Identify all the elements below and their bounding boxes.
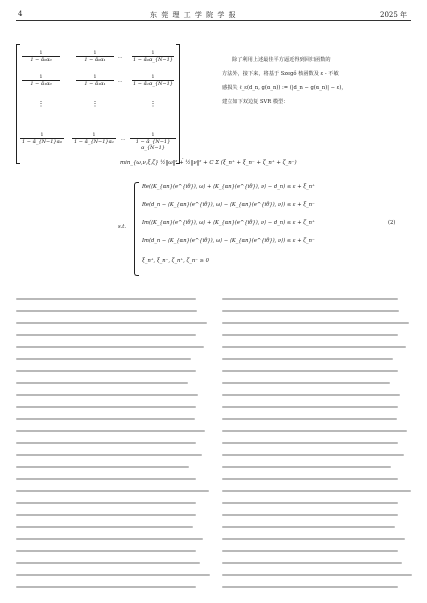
matrix-vdots: ⋮ [91,100,99,108]
matrix-cell: 1 1 − ᾱ₁α₁ [76,74,114,87]
text-line: 建立如下双边复 SVR 模型： [222,99,289,105]
text-line-placeholder [222,562,402,564]
text-line-placeholder [16,406,196,408]
matrix-cell: 1 1 − ᾱ_{N−1}α_{N−1} [130,132,176,151]
text-line-placeholder [16,334,196,336]
text-line-placeholder [222,310,399,312]
text-line-placeholder [16,442,196,444]
text-line-placeholder [222,430,407,432]
text-line-placeholder [16,514,196,516]
journal-year: 2025 年 [380,11,408,19]
text-line-placeholder [222,406,398,408]
text-line-placeholder [16,454,202,456]
journal-title: 东 莞 理 工 学 院 学 报 [150,11,237,19]
matrix-end-mark: . [182,155,184,161]
matrix-left-bracket [16,44,20,164]
text-line-placeholder [16,382,188,384]
text-line-placeholder [222,502,398,504]
matrix-cell: 1 1 − ᾱ₀α₁ [76,50,114,63]
text-line-placeholder [16,574,210,576]
text-line-placeholder [16,394,198,396]
model-objective: min_{ω,ν,ξ,ζ} ½‖ω‖² + ½‖ν‖² + C Σ (ξ_n⁺ + ξ_n⁻ + ζ_n⁺ + ζ_n⁻) [120,160,297,166]
model-constraint: Re(d_n − ⟨K_{αn}(e^{iθ}), ω⟩ − ⟨K_{αn}(e^{iθ}), ν⟩) ≤ ε + ξ_n⁻ [142,202,315,208]
model-constraint: Im(d_n − ⟨K_{αn}(e^{iθ}), ω⟩ − ⟨K_{αn}(e^{iθ}), ν⟩) ≤ ε + ζ_n⁻ [142,238,315,244]
matrix-cell: 1 1 − ᾱ₀α_{N−1} [133,50,173,63]
text-line-placeholder [16,466,189,468]
text-line-placeholder [222,334,398,336]
equation-label: (2) [388,220,396,226]
text-line-placeholder [16,490,209,492]
text-line-placeholder [16,550,196,552]
matrix-ellipsis: … [117,78,123,84]
text-line-placeholder [222,526,395,528]
text-line-placeholder [222,322,409,324]
text-line-placeholder [222,442,398,444]
matrix-cell: 1 1 − ᾱ_{N−1}α₀ [20,132,64,145]
text-line-placeholder [222,346,406,348]
text-line: 方法外，接下来，将基于 Szegő 核函数及 ε - 不敏 [222,71,339,77]
text-line-placeholder [16,502,196,504]
text-line: 除了利用上述最佳平方逼近得到回归函数的 [232,57,331,63]
model-constraint: ξ_n⁺, ξ_n⁻, ζ_n⁺, ζ_n⁻ ≥ 0 [142,258,209,264]
text-line-placeholder [16,430,205,432]
model-brace [134,182,139,276]
text-line-placeholder [16,310,197,312]
model-st: s.t. [118,224,127,230]
text-line-placeholder [16,346,204,348]
text-line-placeholder [16,562,200,564]
header-rule [16,20,411,21]
text-line-placeholder [222,538,405,540]
text-line: 感损失 ℓ_ε(d_n, g(α_n)) := (|d_n − g(α_n)| − ε)， [222,85,347,91]
text-line-placeholder [222,298,398,300]
model-constraint: Im(⟨K_{αn}(e^{iθ}), ω⟩ + ⟨K_{αn}(e^{iθ}), ν⟩ − d_n) ≤ ε + ζ_n⁺ [142,220,315,226]
matrix-cell: 1 1 − ᾱ_{N−1}α₁ [72,132,116,145]
matrix-ellipsis: … [120,136,126,142]
text-line-placeholder [16,418,195,420]
text-line-placeholder [16,538,203,540]
matrix-right-bracket [176,44,180,164]
page-number: 4 [18,10,23,18]
text-line-placeholder [16,358,191,360]
text-line-placeholder [222,478,398,480]
matrix-ellipsis: … [117,54,123,60]
text-line-placeholder [16,478,196,480]
text-line-placeholder [16,526,193,528]
matrix-cell: 1 1 − ᾱ₀α₀ [22,50,60,63]
matrix-cell: 1 1 − ᾱ₁α_{N−1} [133,74,173,87]
text-line-placeholder [222,418,397,420]
text-line-placeholder [222,370,398,372]
text-line-placeholder [16,322,207,324]
text-line-placeholder [16,370,196,372]
text-line-placeholder [222,490,411,492]
text-line-placeholder [222,466,391,468]
matrix-vdots: ⋮ [149,100,157,108]
text-line-placeholder [222,550,398,552]
text-line-placeholder [222,382,390,384]
text-line-placeholder [16,298,196,300]
text-line-placeholder [222,586,398,588]
text-line-placeholder [222,454,404,456]
text-line-placeholder [222,514,398,516]
matrix-vdots: ⋮ [37,100,45,108]
text-line-placeholder [222,574,412,576]
text-line-placeholder [222,394,400,396]
text-line-placeholder [16,586,196,588]
matrix-cell: 1 1 − ᾱ₁α₀ [22,74,60,87]
text-line-placeholder [222,358,393,360]
model-constraint: Re(⟨K_{αn}(e^{iθ}), ω⟩ + ⟨K_{αn}(e^{iθ}), ν⟩ − d_n) ≤ ε + ξ_n⁺ [142,184,315,190]
